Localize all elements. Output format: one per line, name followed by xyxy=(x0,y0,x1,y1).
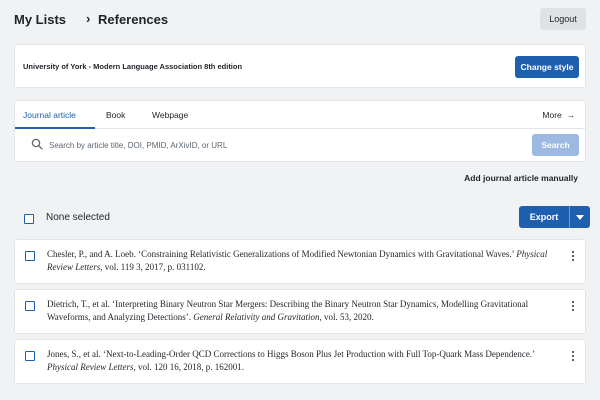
citation-journal: Physical Review Letters xyxy=(47,249,548,272)
reference-item xyxy=(14,339,586,384)
citation-journal: Physical Review Letters xyxy=(47,362,134,372)
change-style-button[interactable]: Change style xyxy=(515,56,579,78)
export-button[interactable]: Export xyxy=(519,206,569,228)
citation-details: , vol. 119 3, 2017, p. 031102. xyxy=(100,262,206,272)
active-tab-indicator xyxy=(15,127,95,129)
citation-text: Chesler, P., and A. Loeb. ‘Constraining Relativistic Generalizations of Modified Newtonian Dynamics with Gravitational Waves.’ xyxy=(47,249,517,259)
reference-citation[interactable] xyxy=(47,248,567,274)
citation-details: , vol. 53, 2020. xyxy=(319,312,374,322)
export-button-group xyxy=(519,206,590,228)
kebab-icon[interactable] xyxy=(569,350,577,362)
citation-style-card xyxy=(14,44,586,88)
tab-webpage[interactable]: Webpage xyxy=(152,110,189,120)
selection-toolbar xyxy=(14,206,586,230)
breadcrumb-my-lists[interactable]: My Lists xyxy=(14,12,67,27)
logout-button[interactable]: Logout xyxy=(540,8,586,30)
kebab-icon[interactable] xyxy=(569,250,577,262)
search-input[interactable] xyxy=(15,130,527,160)
caret-down-icon xyxy=(576,215,584,220)
breadcrumb-separator: › xyxy=(86,11,91,26)
export-dropdown-button[interactable] xyxy=(570,206,590,228)
citation-journal: General Relativity and Gravitation xyxy=(193,312,320,322)
reference-citation[interactable] xyxy=(47,348,567,374)
source-type-tabs xyxy=(15,101,585,129)
reference-item xyxy=(14,239,586,284)
breadcrumb-references: References xyxy=(98,12,169,27)
reference-item xyxy=(14,289,586,334)
tab-book[interactable]: Book xyxy=(106,110,126,120)
more-tabs-button[interactable] xyxy=(542,110,575,120)
citation-text: Jones, S., et al. ‘Next-to-Leading-Order QCD Corrections to Higgs Boson Plus Jet Production with Full Top-Quark Mass Dependence.’ xyxy=(47,349,535,359)
select-all-checkbox[interactable] xyxy=(24,214,34,224)
search-button[interactable]: Search xyxy=(532,134,579,156)
citation-text: Dietrich, T., et al. ‘Interpreting Binary Neutron Star Mergers: Describing the Binary Neutron Star Dynamics, Modelling Gravitational Waveforms, and Analyzing Detections’. xyxy=(47,299,529,322)
tab-journal-article[interactable]: Journal article xyxy=(23,110,76,120)
more-label: More xyxy=(542,110,562,120)
citation-style-label: University of York - Modern Language Association 8th edition xyxy=(23,62,243,71)
citation-details: , vol. 120 16, 2018, p. 162001. xyxy=(133,362,244,372)
breadcrumb xyxy=(14,12,586,28)
kebab-icon[interactable] xyxy=(569,300,577,312)
reference-citation[interactable] xyxy=(47,298,567,324)
arrow-right-icon: → xyxy=(566,110,575,120)
reference-checkbox[interactable] xyxy=(25,251,35,261)
add-manually-link[interactable]: Add journal article manually xyxy=(464,173,578,183)
reference-checkbox[interactable] xyxy=(25,351,35,361)
selection-status: None selected xyxy=(46,212,110,223)
reference-checkbox[interactable] xyxy=(25,301,35,311)
search-card xyxy=(14,100,586,162)
